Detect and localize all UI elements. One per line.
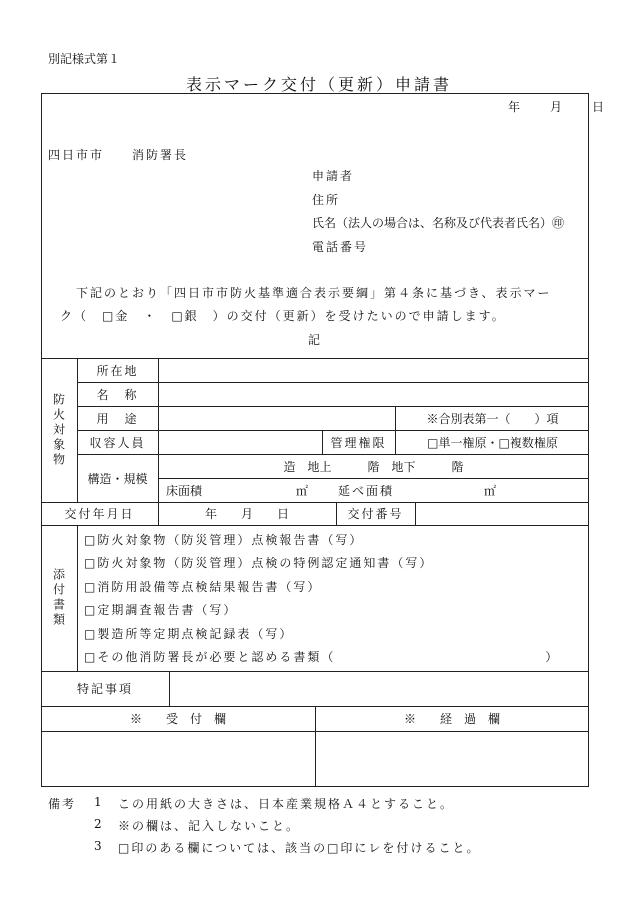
remark-number: 3 [94, 839, 102, 853]
form-number: 別記様式第１ [48, 52, 121, 66]
use-note: ※合別表第一（ ）項 [426, 411, 559, 426]
total-area-unit: ㎡ [484, 484, 497, 498]
remark-text: この用紙の大きさは、日本産業規格Ａ４とすること。 [118, 797, 455, 811]
attachment-item: □定期調査報告書（写） [84, 603, 238, 617]
section-label-fire-target: 防火対象物 [51, 392, 66, 468]
attachment-item: □製造所等定期点検記録表（写） [84, 627, 294, 641]
reception-header: ※ 受 付 欄 [129, 712, 226, 726]
special-notes-label: 特記事項 [76, 682, 133, 696]
attachments-label: 添付書類 [51, 568, 66, 628]
remark-text: □印のある欄については、該当の□印にレを付けること。 [118, 841, 481, 855]
issue-date-label: 交付年月日 [64, 507, 135, 521]
name-label: 名 称 [96, 387, 139, 402]
remark-text: ※の欄は、記入しないこと。 [118, 819, 301, 833]
remark-number: 2 [94, 817, 102, 831]
management-options: □単一権原・□複数権原 [427, 435, 558, 450]
remarks-label: 備考 [48, 797, 77, 811]
body-line-1: 下記のとおり「四日市市防火基準適合表示要綱」第４条に基づき、表示マー [76, 286, 552, 300]
total-area-label: 延べ面積 [338, 484, 395, 498]
attachment-item: □消防用設備等点検結果報告書（写） [84, 580, 322, 594]
addressee: 四日市市 消防署長 [48, 148, 189, 162]
attachment-item: □防火対象物（防災管理）点検の特例認定通知書（写） [84, 556, 434, 570]
date-line: 年 月 日 [508, 100, 607, 114]
location-label: 所在地 [96, 363, 139, 378]
issue-number-label: 交付番号 [347, 507, 404, 521]
management-label: 管理権限 [330, 435, 387, 450]
applicant-name: 氏名（法人の場合は、名称及び代表者氏名）㊞ [312, 216, 565, 230]
structure-label: 構造・規模 [87, 471, 148, 486]
applicant-label: 申請者 [312, 169, 355, 183]
floor-area-label: 床面積 [166, 484, 203, 498]
ki-mark: 記 [308, 333, 321, 347]
attachment-item: □その他消防署長が必要と認める書類（ ） [84, 650, 560, 664]
use-label: 用 途 [96, 411, 139, 426]
structure-floors: 造 地上 階 地下 階 [283, 459, 464, 474]
attachment-item: □防火対象物（防災管理）点検報告書（写） [84, 533, 364, 547]
applicant-phone: 電話番号 [312, 240, 369, 254]
applicant-address: 住所 [312, 193, 341, 207]
progress-header: ※ 経 過 欄 [403, 712, 500, 726]
floor-area-unit: ㎡ [296, 484, 309, 498]
capacity-label: 収容人員 [89, 435, 146, 450]
issue-date-fill: 年 月 日 [204, 507, 289, 521]
remark-number: 1 [94, 795, 102, 809]
page-title: 表示マーク交付（更新）申請書 [186, 75, 453, 94]
body-line-2: ク（ □金 ・ □銀 ）の交付（更新）を受けたいので申請します。 [60, 309, 506, 323]
